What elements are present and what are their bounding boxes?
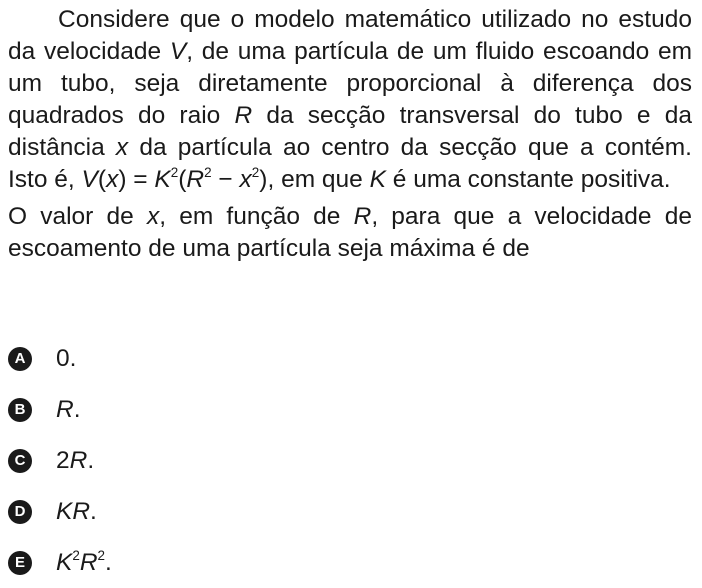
formula-r: R [186, 166, 205, 193]
question-text-segment: O valor de [8, 203, 147, 230]
formula-exponent: 2 [251, 164, 260, 180]
option-e-text [56, 548, 112, 578]
formula-minus: − [211, 166, 240, 193]
answer-options [8, 333, 688, 588]
option-d-period: . [90, 497, 97, 525]
option-d[interactable] [8, 486, 688, 537]
option-d-text [56, 497, 97, 527]
question-text-segment: da partícula ao centro da secção que a contém. Isto é, [8, 134, 692, 193]
formula-x: x [106, 166, 119, 193]
option-e-period: . [105, 548, 112, 576]
option-e-exponent: 2 [72, 547, 80, 563]
option-b-variable: R [56, 395, 74, 423]
variable-x: x [115, 134, 129, 161]
option-c-variable: R [69, 446, 88, 474]
option-c-letter-icon: C [8, 449, 32, 473]
question-text [8, 4, 692, 265]
option-e-letter-icon: E [8, 551, 32, 575]
formula-exponent: 2 [204, 164, 212, 180]
variable-r: R [234, 102, 253, 129]
question-text-segment: , em que [267, 166, 370, 193]
option-a-text [56, 344, 76, 374]
option-b[interactable] [8, 384, 688, 435]
variable-v: V [169, 38, 187, 65]
option-c-coefficient: 2 [56, 446, 70, 474]
option-c-text [56, 446, 94, 476]
option-e-variable-k: K [56, 548, 73, 576]
option-d-variable: KR [56, 497, 91, 525]
option-e-variable-r: R [79, 548, 98, 576]
option-a[interactable] [8, 333, 688, 384]
option-a-letter-icon: A [8, 347, 32, 371]
formula-k: K [154, 166, 171, 193]
option-c-period: . [87, 446, 95, 474]
formula-v: V [81, 166, 98, 193]
option-e-exponent: 2 [97, 547, 106, 563]
option-c[interactable] [8, 435, 688, 486]
question-prompt [8, 201, 692, 265]
option-e[interactable] [8, 537, 688, 588]
question-statement [8, 4, 692, 196]
question-text-segment: , para que a velocidade de escoamento de uma partícula seja máxima é de [8, 203, 692, 262]
formula-exponent: 2 [170, 164, 179, 180]
formula-equals: ) = [118, 166, 155, 193]
formula-paren-close: ) [259, 166, 268, 193]
velocity-formula [82, 166, 268, 193]
question-text-segment: Considere que o modelo matemático utilizado no estudo da velocidade [8, 6, 692, 65]
variable-x: x [146, 203, 160, 230]
question-text-segment: da secção transversal do tubo e da distância [8, 102, 692, 161]
option-d-letter-icon: D [8, 500, 32, 524]
formula-paren-open: ( [178, 166, 187, 193]
question-text-segment: é uma constante positiva. [385, 166, 671, 193]
question-text-segment: , em função de [159, 203, 354, 230]
option-b-period: . [73, 395, 81, 423]
variable-r: R [353, 203, 372, 230]
option-b-letter-icon: B [8, 398, 32, 422]
option-a-value: 0. [56, 344, 77, 372]
formula-paren-open: ( [97, 166, 107, 193]
option-b-text [56, 395, 81, 425]
question-text-segment: , de uma partícula de um fluido escoando em um tubo, seja diretamente proporcional à diferença dos quadrados do raio [8, 38, 692, 129]
variable-k: K [369, 166, 386, 193]
formula-x: x [239, 166, 252, 193]
